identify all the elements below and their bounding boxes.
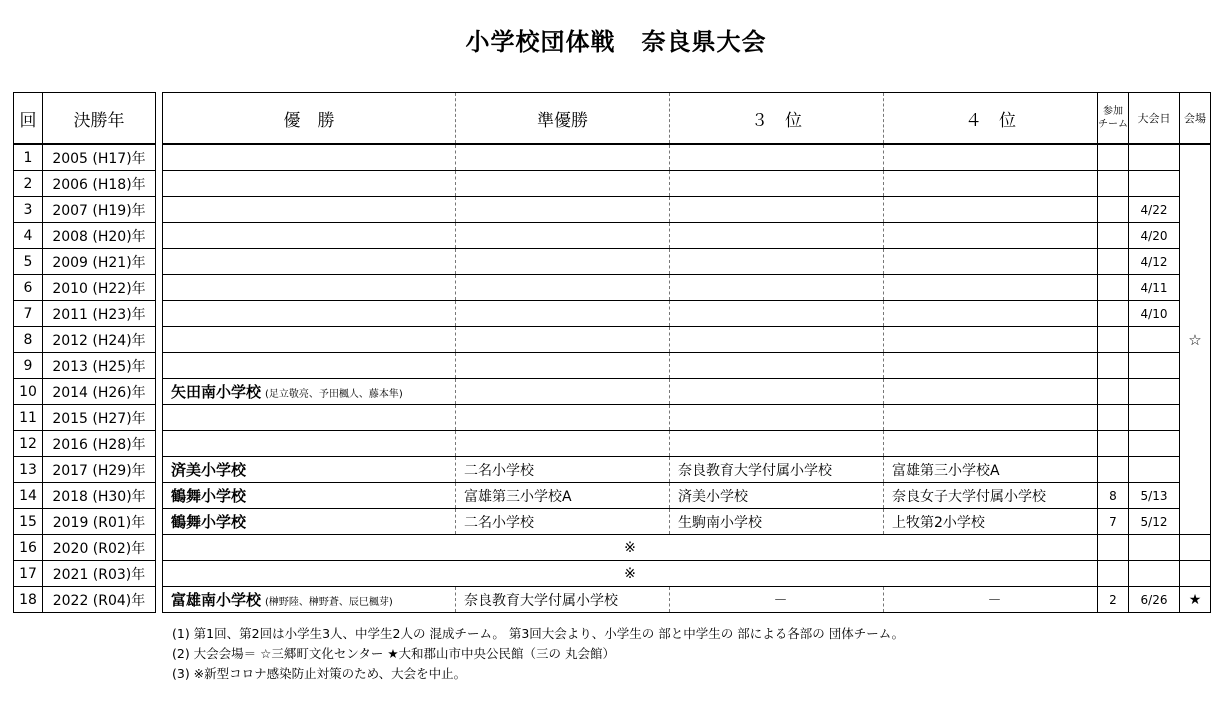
row-year: 2008 (H20)年 xyxy=(43,223,156,249)
header-teams-line2: チーム xyxy=(1098,119,1128,130)
date-cell: 4/12 xyxy=(1129,249,1180,275)
runner-up-cell: 奈良教育大学付属小学校 xyxy=(456,587,670,613)
table-row xyxy=(14,405,156,431)
runner-up-cell: 富雄第三小学校A xyxy=(456,483,670,509)
fourth-place-cell xyxy=(884,405,1098,431)
teams-cell: 2 xyxy=(1098,587,1129,613)
row-year: 2020 (R02)年 xyxy=(43,535,156,561)
header-fourth: ４ 位 xyxy=(884,93,1098,145)
winner-cell xyxy=(163,405,456,431)
fourth-place-cell: 奈良女子大学付属小学校 xyxy=(884,483,1098,509)
table-row xyxy=(14,144,156,171)
winner-cell xyxy=(163,509,456,535)
row-number: 7 xyxy=(14,301,43,327)
table-row xyxy=(14,353,156,379)
fourth-place-cell xyxy=(884,197,1098,223)
header-date: 大会日 xyxy=(1129,93,1180,145)
runner-up-cell xyxy=(456,171,670,197)
header-runner-up: 準優勝 xyxy=(456,93,670,145)
winner-members: (足立敬亮、予田楓人、藤本隼) xyxy=(265,389,403,400)
row-year: 2013 (H25)年 xyxy=(43,353,156,379)
cancelled-mark: ※ xyxy=(163,535,1098,561)
table-row xyxy=(163,171,1211,197)
footnote-2: (2) 大会会場＝ ☆三郷町文化センター ★大和郡山市中央公民館（三の 丸会館） xyxy=(172,646,616,661)
page-title xyxy=(0,22,1212,57)
table-row xyxy=(163,327,1211,353)
table-row xyxy=(14,197,156,223)
table-row xyxy=(14,587,156,613)
table-row xyxy=(14,561,156,587)
winner-cell xyxy=(163,171,456,197)
teams-cell xyxy=(1098,535,1129,561)
row-number: 17 xyxy=(14,561,43,587)
row-number: 1 xyxy=(14,144,43,171)
winner-cell xyxy=(163,197,456,223)
row-year: 2006 (H18)年 xyxy=(43,171,156,197)
table-row xyxy=(14,483,156,509)
third-place-cell xyxy=(670,144,884,171)
winner-cell xyxy=(163,587,456,613)
venue-mark: ☆ xyxy=(1180,144,1211,535)
winner-name: 鶴舞小学校 xyxy=(171,487,247,505)
row-year: 2007 (H19)年 xyxy=(43,197,156,223)
winner-cell xyxy=(163,275,456,301)
row-year: 2015 (H27)年 xyxy=(43,405,156,431)
results-table xyxy=(162,92,1211,613)
header-venue: 会場 xyxy=(1180,93,1211,145)
table-row xyxy=(163,509,1211,535)
venue-cell xyxy=(1180,561,1211,587)
winner-cell xyxy=(163,223,456,249)
date-cell xyxy=(1129,379,1180,405)
table-row xyxy=(163,301,1211,327)
runner-up-cell xyxy=(456,275,670,301)
teams-cell xyxy=(1098,223,1129,249)
table-row xyxy=(14,457,156,483)
date-cell: 6/26 xyxy=(1129,587,1180,613)
third-place-cell xyxy=(670,223,884,249)
teams-cell: 8 xyxy=(1098,483,1129,509)
fourth-place-cell xyxy=(884,171,1098,197)
fourth-place-cell: － xyxy=(884,587,1098,613)
teams-cell xyxy=(1098,171,1129,197)
table-row xyxy=(14,431,156,457)
date-cell xyxy=(1129,535,1180,561)
date-cell xyxy=(1129,171,1180,197)
fourth-place-cell xyxy=(884,301,1098,327)
third-place-cell xyxy=(670,327,884,353)
table-row xyxy=(163,223,1211,249)
row-number: 14 xyxy=(14,483,43,509)
teams-cell xyxy=(1098,144,1129,171)
row-number: 8 xyxy=(14,327,43,353)
runner-up-cell: 二名小学校 xyxy=(456,509,670,535)
row-number: 10 xyxy=(14,379,43,405)
date-cell xyxy=(1129,561,1180,587)
teams-cell xyxy=(1098,249,1129,275)
table-row xyxy=(163,483,1211,509)
teams-cell: 7 xyxy=(1098,509,1129,535)
row-year: 2005 (H17)年 xyxy=(43,144,156,171)
runner-up-cell xyxy=(456,144,670,171)
fourth-place-cell: 富雄第三小学校A xyxy=(884,457,1098,483)
date-cell: 4/20 xyxy=(1129,223,1180,249)
teams-cell xyxy=(1098,353,1129,379)
runner-up-cell xyxy=(456,431,670,457)
header-winner: 優 勝 xyxy=(163,93,456,145)
table-row xyxy=(14,275,156,301)
date-cell: 4/22 xyxy=(1129,197,1180,223)
row-number: 4 xyxy=(14,223,43,249)
third-place-cell: － xyxy=(670,587,884,613)
teams-cell xyxy=(1098,275,1129,301)
date-cell xyxy=(1129,327,1180,353)
row-year: 2014 (H26)年 xyxy=(43,379,156,405)
runner-up-cell xyxy=(456,223,670,249)
row-number: 5 xyxy=(14,249,43,275)
teams-cell xyxy=(1098,301,1129,327)
year-table-header xyxy=(14,93,156,145)
title-main: 小学校団体戦 xyxy=(465,28,616,56)
footnote-1: (1) 第1回、第2回は小学生3人、中学生2人の 混成チーム。 第3回大会より、小学生の 部と中学生の 部による各部の 団体チーム。 xyxy=(172,626,905,641)
third-place-cell xyxy=(670,197,884,223)
date-cell xyxy=(1129,144,1180,171)
winner-cell xyxy=(163,249,456,275)
runner-up-cell xyxy=(456,353,670,379)
fourth-place-cell xyxy=(884,379,1098,405)
third-place-cell: 奈良教育大学付属小学校 xyxy=(670,457,884,483)
third-place-cell xyxy=(670,275,884,301)
table-row xyxy=(14,327,156,353)
winner-cell xyxy=(163,379,456,405)
row-number: 2 xyxy=(14,171,43,197)
date-cell xyxy=(1129,405,1180,431)
winner-name: 済美小学校 xyxy=(171,461,247,479)
fourth-place-cell xyxy=(884,431,1098,457)
third-place-cell xyxy=(670,171,884,197)
row-number: 18 xyxy=(14,587,43,613)
teams-cell xyxy=(1098,197,1129,223)
runner-up-cell: 二名小学校 xyxy=(456,457,670,483)
teams-cell xyxy=(1098,379,1129,405)
fourth-place-cell xyxy=(884,144,1098,171)
row-year: 2010 (H22)年 xyxy=(43,275,156,301)
table-row xyxy=(163,431,1211,457)
teams-cell xyxy=(1098,457,1129,483)
winner-cell xyxy=(163,301,456,327)
table-row xyxy=(163,405,1211,431)
fourth-place-cell xyxy=(884,275,1098,301)
winner-cell xyxy=(163,483,456,509)
winner-cell xyxy=(163,431,456,457)
row-year: 2018 (H30)年 xyxy=(43,483,156,509)
table-row xyxy=(163,457,1211,483)
footnote-3: (3) ※新型コロナ感染防止対策のため、大会を中止。 xyxy=(172,666,467,681)
third-place-cell xyxy=(670,353,884,379)
row-year: 2021 (R03)年 xyxy=(43,561,156,587)
row-year: 2012 (H24)年 xyxy=(43,327,156,353)
header-year: 決勝年 xyxy=(43,93,156,145)
runner-up-cell xyxy=(456,327,670,353)
date-cell xyxy=(1129,457,1180,483)
venue-cell: ★ xyxy=(1180,587,1211,613)
fourth-place-cell xyxy=(884,327,1098,353)
third-place-cell xyxy=(670,405,884,431)
winner-name: 矢田南小学校 xyxy=(171,383,262,401)
teams-cell xyxy=(1098,405,1129,431)
teams-cell xyxy=(1098,561,1129,587)
winner-name: 鶴舞小学校 xyxy=(171,513,247,531)
runner-up-cell xyxy=(456,301,670,327)
row-year: 2011 (H23)年 xyxy=(43,301,156,327)
table-row xyxy=(14,509,156,535)
table-row xyxy=(14,249,156,275)
header-num: 回 xyxy=(14,93,43,145)
date-cell: 5/12 xyxy=(1129,509,1180,535)
table-row xyxy=(163,197,1211,223)
winner-members: (榊野陸、榊野蒼、辰巳楓芽) xyxy=(265,597,393,608)
title-sub: 奈良県大会 xyxy=(641,28,767,56)
row-year: 2009 (H21)年 xyxy=(43,249,156,275)
third-place-cell xyxy=(670,379,884,405)
table-row xyxy=(163,535,1211,561)
third-place-cell: 生駒南小学校 xyxy=(670,509,884,535)
date-cell xyxy=(1129,353,1180,379)
cancelled-mark: ※ xyxy=(163,561,1098,587)
runner-up-cell xyxy=(456,379,670,405)
winner-cell xyxy=(163,327,456,353)
footnotes xyxy=(172,624,904,684)
row-number: 3 xyxy=(14,197,43,223)
header-teams xyxy=(1098,93,1129,145)
table-row xyxy=(163,587,1211,613)
third-place-cell: 済美小学校 xyxy=(670,483,884,509)
table-row xyxy=(163,144,1211,171)
header-third: ３ 位 xyxy=(670,93,884,145)
table-row xyxy=(14,379,156,405)
winner-name: 富雄南小学校 xyxy=(171,591,262,609)
row-year: 2022 (R04)年 xyxy=(43,587,156,613)
table-row xyxy=(14,171,156,197)
winner-cell xyxy=(163,353,456,379)
teams-cell xyxy=(1098,327,1129,353)
third-place-cell xyxy=(670,431,884,457)
row-year: 2017 (H29)年 xyxy=(43,457,156,483)
fourth-place-cell xyxy=(884,353,1098,379)
third-place-cell xyxy=(670,301,884,327)
row-number: 16 xyxy=(14,535,43,561)
date-cell xyxy=(1129,431,1180,457)
year-table xyxy=(13,92,156,613)
row-year: 2019 (R01)年 xyxy=(43,509,156,535)
results-table-header xyxy=(163,93,1211,145)
venue-cell xyxy=(1180,535,1211,561)
row-year: 2016 (H28)年 xyxy=(43,431,156,457)
table-row xyxy=(14,301,156,327)
fourth-place-cell xyxy=(884,223,1098,249)
table-row xyxy=(163,561,1211,587)
header-teams-line1: 参加 xyxy=(1103,106,1123,117)
fourth-place-cell: 上牧第2小学校 xyxy=(884,509,1098,535)
date-cell: 4/11 xyxy=(1129,275,1180,301)
date-cell: 5/13 xyxy=(1129,483,1180,509)
fourth-place-cell xyxy=(884,249,1098,275)
row-number: 13 xyxy=(14,457,43,483)
runner-up-cell xyxy=(456,405,670,431)
table-row xyxy=(163,353,1211,379)
table-row xyxy=(163,275,1211,301)
row-number: 12 xyxy=(14,431,43,457)
date-cell: 4/10 xyxy=(1129,301,1180,327)
runner-up-cell xyxy=(456,249,670,275)
winner-cell xyxy=(163,457,456,483)
table-row xyxy=(163,249,1211,275)
row-number: 11 xyxy=(14,405,43,431)
teams-cell xyxy=(1098,431,1129,457)
runner-up-cell xyxy=(456,197,670,223)
row-number: 6 xyxy=(14,275,43,301)
winner-cell xyxy=(163,144,456,171)
table-row xyxy=(14,223,156,249)
table-row xyxy=(163,379,1211,405)
row-number: 9 xyxy=(14,353,43,379)
row-number: 15 xyxy=(14,509,43,535)
third-place-cell xyxy=(670,249,884,275)
table-row xyxy=(14,535,156,561)
